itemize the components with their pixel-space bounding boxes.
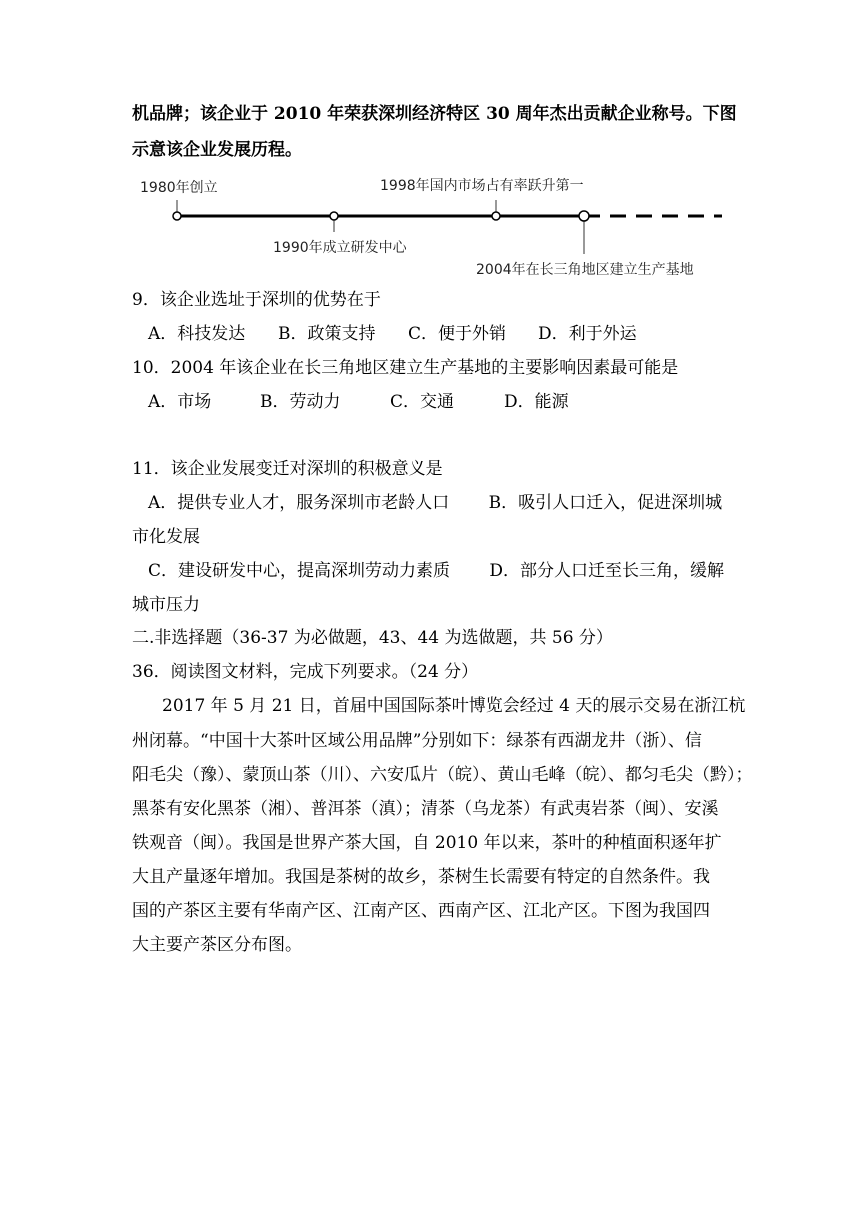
q10-option-b: B．劳动力 [260, 392, 341, 412]
q36-para-line-4: 黑茶有安化黑茶（湘）、普洱茶（滇）；清茶（乌龙茶）有武夷岩茶（闽）、安溪 [132, 799, 719, 819]
timeline-node-1998 [492, 212, 500, 220]
q11-line-3: C．建设研发中心，提高深圳劳动力素质 D．部分人口迁至长三角，缓解 [148, 561, 725, 581]
timeline-label-1990: 1990年成立研发中心 [273, 240, 407, 256]
q10-option-a: A．市场 [148, 392, 212, 412]
timeline-node-1980 [173, 212, 181, 220]
section-2-heading: 二.非选择题（36-37 为必做题，43、44 为选做题，共 56 分） [132, 628, 613, 648]
timeline-label-1998: 1998年国内市场占有率跃升第一 [380, 178, 584, 194]
q9-option-d: D．利于外运 [538, 324, 637, 344]
timeline-node-2004 [579, 211, 589, 221]
q36-para-line-1: 2017 年 5 月 21 日，首届中国国际茶叶博览会经过 4 天的展示交易在浙江杭 [162, 696, 746, 716]
q11-line-1: A．提供专业人才，服务深圳市老龄人口 B．吸引人口迁入，促进深圳城 [148, 493, 723, 513]
q36-para-line-8: 大主要产茶区分布图。 [132, 935, 302, 955]
q36-para-line-3: 阳毛尖（豫）、蒙顶山茶（川）、六安瓜片（皖）、黄山毛峰（皖）、都匀毛尖（黔）； [132, 765, 753, 785]
q11-line-4: 城市压力 [132, 595, 200, 615]
q9-option-b: B．政策支持 [278, 324, 376, 344]
q11-stem: 11．该企业发展变迁对深圳的积极意义是 [132, 459, 443, 479]
q10-option-c: C．交通 [390, 392, 455, 412]
q36-para-line-2: 州闭幕。“中国十大茶叶区域公用品牌”分别如下：绿茶有西湖龙井（浙）、信 [132, 731, 702, 751]
q36-para-line-5: 铁观音（闽）。我国是世界产茶大国，自 2010 年以来，茶叶的种植面积逐年扩 [132, 833, 722, 853]
q11-line-2: 市化发展 [132, 527, 200, 547]
timeline-label-2004: 2004年在长三角地区建立生产基地 [476, 262, 694, 278]
q9-options [148, 323, 637, 345]
timeline-node-1990 [330, 212, 338, 220]
intro-line-2: 示意该企业发展历程。 [132, 140, 302, 160]
q9-stem: 9．该企业选址于深圳的优势在于 [132, 290, 381, 310]
q10-options [148, 391, 569, 413]
q9-option-a: A．科技发达 [148, 324, 246, 344]
q10-option-d: D．能源 [504, 392, 569, 412]
q36-para-line-6: 大且产量逐年增加。我国是茶树的故乡，茶树生长需要有特定的自然条件。我 [132, 867, 710, 887]
enterprise-timeline [130, 168, 730, 286]
q9-option-c: C．便于外销 [408, 324, 507, 344]
q10-stem: 10．2004 年该企业在长三角地区建立生产基地的主要影响因素最可能是 [132, 358, 679, 378]
q36-para-line-7: 国的产茶区主要有华南产区、江南产区、西南产区、江北产区。下图为我国四 [132, 901, 710, 921]
timeline-label-1980: 1980年创立 [140, 180, 218, 196]
intro-line-1: 机品牌；该企业于 2010 年荣获深圳经济特区 30 周年杰出贡献企业称号。下图 [132, 104, 737, 124]
q36-stem: 36．阅读图文材料，完成下列要求。（24 分） [132, 662, 479, 682]
